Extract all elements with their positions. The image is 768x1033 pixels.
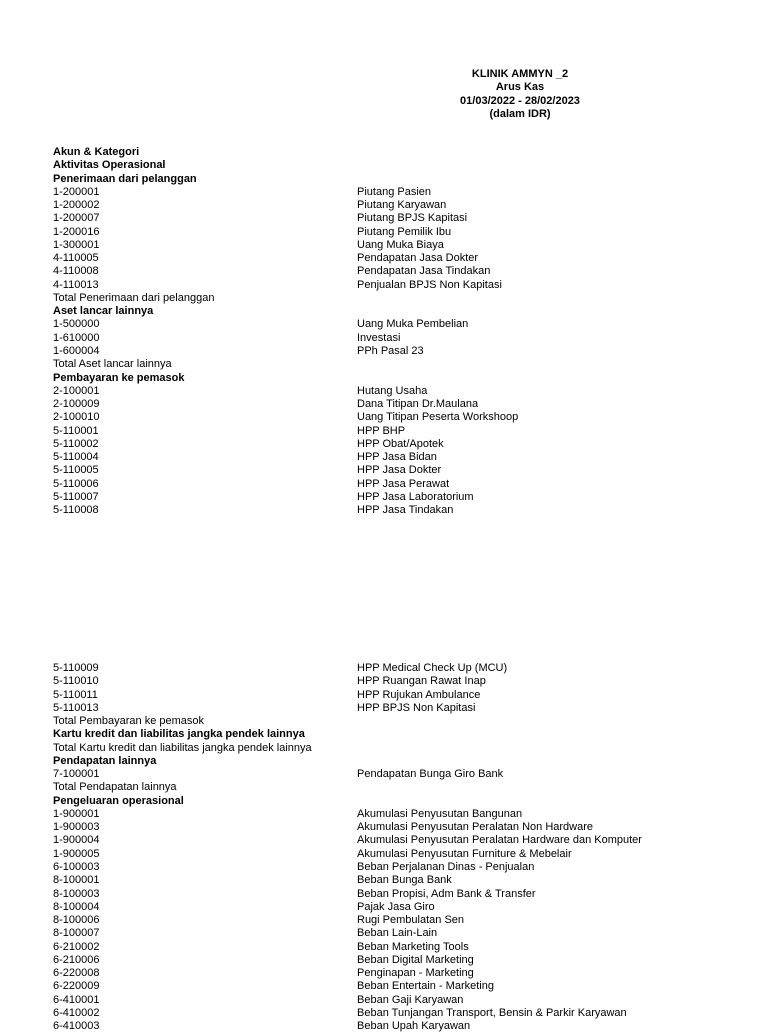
account-code: 1-300001 <box>53 238 100 251</box>
heading-text: Penerimaan dari pelanggan <box>53 172 197 185</box>
account-name: Piutang Karyawan <box>357 199 447 212</box>
account-code: 1-200016 <box>53 225 100 238</box>
account-name: Beban Propisi, Adm Bank & Transfer <box>357 887 536 900</box>
account-name: Dana Titipan Dr.Maulana <box>357 398 479 411</box>
account-name: Beban Tunjangan Transport, Bensin & Parkir Karyawan <box>357 1006 627 1019</box>
account-name: HPP Rujukan Ambulance <box>357 688 481 701</box>
account-row <box>53 888 753 901</box>
account-code: 1-900005 <box>53 847 100 860</box>
account-row <box>53 874 753 887</box>
account-code: 6-220009 <box>53 980 100 993</box>
account-row <box>53 980 753 993</box>
account-code: 2-100009 <box>53 398 100 411</box>
account-code: 6-210002 <box>53 940 100 953</box>
account-row <box>53 954 753 967</box>
account-code: 5-110011 <box>53 688 98 701</box>
account-code: 5-110006 <box>53 477 99 490</box>
account-name: Uang Titipan Peserta Workshoop <box>357 411 519 424</box>
heading-text: Pembayaran ke pemasok <box>53 371 185 384</box>
account-code: 5-110005 <box>53 464 99 477</box>
account-row <box>53 675 753 688</box>
category-total <box>53 742 753 755</box>
account-row <box>53 279 753 292</box>
account-row <box>53 332 753 345</box>
account-row <box>53 478 753 491</box>
account-name: Penjualan BPJS Non Kapitasi <box>357 278 502 291</box>
report-currency: (dalam IDR) <box>489 107 551 120</box>
account-code: 5-110008 <box>53 504 99 517</box>
account-name: Akumulasi Penyusutan Furniture & Mebelair <box>357 847 572 860</box>
cashflow-section-page1 <box>53 146 753 517</box>
account-code: 8-100006 <box>53 914 100 927</box>
account-name: HPP BHP <box>357 424 406 437</box>
account-name: PPh Pasal 23 <box>357 344 424 357</box>
account-code: 6-410001 <box>53 993 100 1006</box>
account-name: HPP Jasa Laboratorium <box>357 490 474 503</box>
category-heading <box>53 795 753 808</box>
account-row <box>53 941 753 954</box>
account-code: 6-410002 <box>53 1006 100 1019</box>
account-row <box>53 318 753 331</box>
total-label: Total Aset lancar lainnya <box>53 358 172 371</box>
account-row <box>53 702 753 715</box>
account-code: 1-600004 <box>53 344 100 357</box>
account-name: Uang Muka Pembelian <box>357 318 469 331</box>
account-code: 4-110008 <box>53 265 99 278</box>
account-name: HPP Jasa Perawat <box>357 477 450 490</box>
report-header <box>0 68 768 121</box>
category-total <box>53 781 753 794</box>
account-name: Investasi <box>357 331 401 344</box>
account-row <box>53 252 753 265</box>
account-row <box>53 808 753 821</box>
account-code: 2-100010 <box>53 411 100 424</box>
account-name: HPP Medical Check Up (MCU) <box>357 662 508 674</box>
category-heading <box>53 305 753 318</box>
account-name: Akumulasi Penyusutan Peralatan Hardware dan Komputer <box>357 834 642 847</box>
heading-text: Pendapatan lainnya <box>53 754 157 767</box>
account-name: HPP Ruangan Rawat Inap <box>357 675 486 688</box>
account-row <box>53 768 753 781</box>
account-name: HPP Obat/Apotek <box>357 437 444 450</box>
account-code: 8-100007 <box>53 927 100 940</box>
account-code: 6-220008 <box>53 967 100 980</box>
account-code: 8-100004 <box>53 900 100 913</box>
account-code: 5-110001 <box>53 424 99 437</box>
account-name: HPP BPJS Non Kapitasi <box>357 701 476 714</box>
heading-text: Aktivitas Operasional <box>53 159 166 172</box>
account-name: Akumulasi Penyusutan Bangunan <box>357 807 523 820</box>
account-name: Pendapatan Jasa Dokter <box>357 252 479 265</box>
account-row <box>53 1020 753 1033</box>
account-name: HPP Jasa Dokter <box>357 464 442 477</box>
account-name: Beban Entertain - Marketing <box>357 980 494 993</box>
account-row <box>53 451 753 464</box>
account-name: Piutang Pasien <box>357 185 431 198</box>
total-label: Total Penerimaan dari pelanggan <box>53 291 215 304</box>
account-name: Akumulasi Penyusutan Peralatan Non Hardware <box>357 821 594 834</box>
total-label: Total Pendapatan lainnya <box>53 781 177 794</box>
account-row <box>53 504 753 517</box>
account-row <box>53 425 753 438</box>
account-row <box>53 265 753 278</box>
account-code: 1-500000 <box>53 318 100 331</box>
account-row <box>53 226 753 239</box>
account-name: Beban Digital Marketing <box>357 953 474 966</box>
account-code: 1-900003 <box>53 821 100 834</box>
account-code: 2-100001 <box>53 384 100 397</box>
account-name: Pendapatan Bunga Giro Bank <box>357 768 504 781</box>
heading-text: Kartu kredit dan liabilitas jangka pendek lainnya <box>53 728 305 741</box>
account-row <box>53 464 753 477</box>
account-row <box>53 1007 753 1020</box>
account-code: 5-110013 <box>53 701 99 714</box>
account-name: Pajak Jasa Giro <box>357 900 435 913</box>
account-row <box>53 994 753 1007</box>
category-heading <box>53 173 753 186</box>
account-code: 5-110010 <box>53 675 99 688</box>
cashflow-section-page2 <box>53 662 753 1033</box>
account-code: 5-110007 <box>53 490 99 503</box>
account-name: Penginapan - Marketing <box>357 967 474 980</box>
company-name: KLINIK AMMYN _2 <box>471 68 569 80</box>
account-name: Piutang Pemilik Ibu <box>357 225 452 238</box>
account-row <box>53 689 753 702</box>
account-row <box>53 821 753 834</box>
heading-text: Pengeluaran operasional <box>53 794 184 807</box>
account-code: 4-110005 <box>53 252 99 265</box>
account-code: 1-200007 <box>53 212 100 225</box>
account-row <box>53 491 753 504</box>
total-label: Total Kartu kredit dan liabilitas jangka pendek lainnya <box>53 741 312 754</box>
account-code: 4-110013 <box>53 278 99 291</box>
account-name: Beban Bunga Bank <box>357 874 452 887</box>
account-name: Piutang BPJS Kapitasi <box>357 212 468 225</box>
account-code: 5-110002 <box>53 437 99 450</box>
account-row <box>53 239 753 252</box>
account-row <box>53 967 753 980</box>
account-name: Uang Muka Biaya <box>357 238 444 251</box>
account-code: 1-900001 <box>53 807 100 820</box>
category-heading <box>53 159 753 172</box>
account-name: Pendapatan Jasa Tindakan <box>357 265 491 278</box>
account-row <box>53 186 753 199</box>
account-name: HPP Jasa Tindakan <box>357 504 454 517</box>
account-name: Rugi Pembulatan Sen <box>357 914 465 927</box>
heading-text: Aset lancar lainnya <box>53 305 154 318</box>
account-name: Hutang Usaha <box>357 384 428 397</box>
category-heading <box>53 372 753 385</box>
account-row <box>53 927 753 940</box>
heading-text: Akun & Kategori <box>53 146 140 158</box>
account-code: 1-900004 <box>53 834 100 847</box>
report-period: 01/03/2022 - 28/02/2023 <box>460 94 580 107</box>
account-row <box>53 199 753 212</box>
account-code: 6-410003 <box>53 1020 100 1033</box>
account-row <box>53 212 753 225</box>
account-row <box>53 834 753 847</box>
total-label: Total Pembayaran ke pemasok <box>53 715 205 728</box>
account-name: Beban Perjalanan Dinas - Penjualan <box>357 860 535 873</box>
account-name: Beban Gaji Karyawan <box>357 993 464 1006</box>
account-name: HPP Jasa Bidan <box>357 451 437 464</box>
account-code: 1-200001 <box>53 185 100 198</box>
account-row <box>53 901 753 914</box>
account-name: Beban Lain-Lain <box>357 927 438 940</box>
account-code: 7-100001 <box>53 768 100 781</box>
account-row <box>53 438 753 451</box>
account-code: 6-100003 <box>53 860 100 873</box>
account-row <box>53 345 753 358</box>
account-row <box>53 914 753 927</box>
account-row <box>53 861 753 874</box>
account-row <box>53 411 753 424</box>
account-code: 8-100001 <box>53 874 100 887</box>
account-code: 1-200002 <box>53 199 100 212</box>
account-name: Beban Upah Karyawan <box>357 1020 471 1033</box>
account-row <box>53 662 753 675</box>
account-code: 5-110004 <box>53 451 99 464</box>
category-total <box>53 358 753 371</box>
report-title: Arus Kas <box>495 81 545 94</box>
category-total <box>53 292 753 305</box>
account-row <box>53 398 753 411</box>
account-code: 1-610000 <box>53 331 100 344</box>
category-heading <box>53 146 753 159</box>
account-name: Beban Marketing Tools <box>357 940 469 953</box>
account-row <box>53 385 753 398</box>
category-total <box>53 715 753 728</box>
account-code: 8-100003 <box>53 887 100 900</box>
category-heading <box>53 755 753 768</box>
category-heading <box>53 728 753 741</box>
account-code: 6-210006 <box>53 953 100 966</box>
account-code: 5-110009 <box>53 662 99 674</box>
account-row <box>53 848 753 861</box>
